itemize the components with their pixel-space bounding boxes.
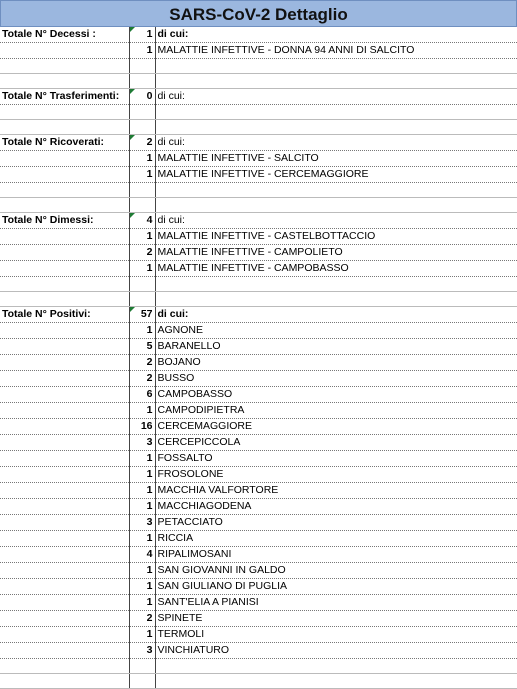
empty-cell[interactable] — [0, 563, 129, 579]
item-name[interactable]: RICCIA — [155, 531, 517, 547]
item-name[interactable]: MALATTIE INFETTIVE - SALCITO — [155, 151, 517, 167]
empty-cell[interactable] — [129, 105, 155, 120]
detail-table — [0, 27, 517, 689]
item-name[interactable]: BOJANO — [155, 355, 517, 371]
table-row — [0, 419, 517, 435]
blank-row — [0, 183, 517, 198]
empty-cell[interactable] — [0, 435, 129, 451]
section-header-row — [0, 213, 517, 229]
empty-cell[interactable] — [155, 105, 517, 120]
item-count[interactable]: 3 — [129, 515, 155, 531]
empty-cell[interactable] — [0, 483, 129, 499]
empty-cell[interactable] — [0, 419, 129, 435]
empty-cell[interactable] — [0, 467, 129, 483]
empty-cell[interactable] — [0, 120, 129, 135]
table-row — [0, 371, 517, 387]
item-name[interactable]: MALATTIE INFETTIVE - CERCEMAGGIORE — [155, 167, 517, 183]
item-name[interactable]: VINCHIATURO — [155, 643, 517, 659]
item-name[interactable]: CERCEMAGGIORE — [155, 419, 517, 435]
empty-cell[interactable] — [0, 229, 129, 245]
table-row — [0, 229, 517, 245]
item-count[interactable]: 4 — [129, 547, 155, 563]
empty-cell[interactable] — [0, 277, 129, 292]
empty-cell[interactable] — [155, 292, 517, 307]
empty-cell[interactable] — [129, 74, 155, 89]
section-total[interactable]: 4 — [129, 213, 155, 229]
empty-cell[interactable] — [155, 674, 517, 689]
of-which-label[interactable]: di cui: — [155, 89, 517, 105]
section-header-row — [0, 27, 517, 43]
item-count[interactable]: 2 — [129, 371, 155, 387]
item-name[interactable]: SPINETE — [155, 611, 517, 627]
item-count[interactable]: 1 — [129, 43, 155, 59]
item-count[interactable]: 3 — [129, 435, 155, 451]
section-label[interactable]: Totale N° Ricoverati: — [0, 135, 129, 151]
table-row — [0, 467, 517, 483]
empty-cell[interactable] — [0, 595, 129, 611]
of-which-label[interactable]: di cui: — [155, 213, 517, 229]
empty-cell[interactable] — [129, 198, 155, 213]
table-row — [0, 245, 517, 261]
item-name[interactable]: MALATTIE INFETTIVE - CAMPOBASSO — [155, 261, 517, 277]
empty-cell[interactable] — [155, 183, 517, 198]
blank-row — [0, 198, 517, 213]
empty-cell[interactable] — [0, 547, 129, 563]
item-count[interactable]: 1 — [129, 499, 155, 515]
empty-cell[interactable] — [0, 531, 129, 547]
table-row — [0, 261, 517, 277]
item-name[interactable]: PETACCIATO — [155, 515, 517, 531]
of-which-label[interactable]: di cui: — [155, 27, 517, 43]
section-label[interactable]: Totale N° Decessi : — [0, 27, 129, 43]
empty-cell[interactable] — [155, 198, 517, 213]
of-which-label[interactable]: di cui: — [155, 307, 517, 323]
table-row — [0, 563, 517, 579]
table-row — [0, 403, 517, 419]
section-total[interactable]: 57 — [129, 307, 155, 323]
section-label[interactable]: Totale N° Dimessi: — [0, 213, 129, 229]
item-name[interactable]: TERMOLI — [155, 627, 517, 643]
item-count[interactable]: 1 — [129, 167, 155, 183]
item-count[interactable]: 1 — [129, 627, 155, 643]
item-count[interactable]: 1 — [129, 483, 155, 499]
empty-cell[interactable] — [129, 292, 155, 307]
item-name[interactable]: FROSOLONE — [155, 467, 517, 483]
empty-cell[interactable] — [0, 579, 129, 595]
item-name[interactable]: BARANELLO — [155, 339, 517, 355]
item-name[interactable]: CAMPODIPIETRA — [155, 403, 517, 419]
table-row — [0, 499, 517, 515]
item-name[interactable]: MALATTIE INFETTIVE - CAMPOLIETO — [155, 245, 517, 261]
table-row — [0, 355, 517, 371]
item-name[interactable]: FOSSALTO — [155, 451, 517, 467]
empty-cell[interactable] — [129, 659, 155, 674]
error-indicator-icon — [130, 89, 135, 94]
table-row — [0, 451, 517, 467]
table-row — [0, 483, 517, 499]
empty-cell[interactable] — [0, 643, 129, 659]
empty-cell[interactable] — [155, 120, 517, 135]
empty-cell[interactable] — [129, 120, 155, 135]
item-count[interactable]: 1 — [129, 563, 155, 579]
blank-row — [0, 292, 517, 307]
empty-cell[interactable] — [0, 198, 129, 213]
item-name[interactable]: CAMPOBASSO — [155, 387, 517, 403]
of-which-label[interactable]: di cui: — [155, 135, 517, 151]
empty-cell[interactable] — [0, 659, 129, 674]
section-total[interactable]: 0 — [129, 89, 155, 105]
blank-row — [0, 120, 517, 135]
empty-cell[interactable] — [0, 183, 129, 198]
item-name[interactable]: MACCHIA VALFORTORE — [155, 483, 517, 499]
empty-cell[interactable] — [0, 387, 129, 403]
blank-row — [0, 277, 517, 292]
table-row — [0, 547, 517, 563]
empty-cell[interactable] — [0, 611, 129, 627]
empty-cell[interactable] — [155, 659, 517, 674]
item-name[interactable]: RIPALIMOSANI — [155, 547, 517, 563]
empty-cell[interactable] — [0, 339, 129, 355]
item-name[interactable]: SANT'ELIA A PIANISI — [155, 595, 517, 611]
item-name[interactable]: SAN GIOVANNI IN GALDO — [155, 563, 517, 579]
empty-cell[interactable] — [0, 371, 129, 387]
table-row — [0, 595, 517, 611]
section-total[interactable]: 2 — [129, 135, 155, 151]
item-count[interactable]: 2 — [129, 245, 155, 261]
error-indicator-icon — [130, 135, 135, 140]
table-row — [0, 643, 517, 659]
empty-cell[interactable] — [0, 403, 129, 419]
item-name[interactable]: MALATTIE INFETTIVE - CASTELBOTTACCIO — [155, 229, 517, 245]
empty-cell[interactable] — [0, 151, 129, 167]
empty-cell[interactable] — [0, 261, 129, 277]
item-count[interactable]: 1 — [129, 403, 155, 419]
error-indicator-icon — [130, 213, 135, 218]
blank-row — [0, 59, 517, 74]
sheet-title: SARS-CoV-2 Dettaglio — [0, 0, 517, 27]
table-row — [0, 531, 517, 547]
item-count[interactable]: 1 — [129, 261, 155, 277]
blank-row — [0, 674, 517, 689]
item-count[interactable]: 16 — [129, 419, 155, 435]
empty-cell[interactable] — [129, 674, 155, 689]
empty-cell[interactable] — [0, 451, 129, 467]
empty-cell[interactable] — [0, 59, 129, 74]
table-row — [0, 387, 517, 403]
table-row — [0, 151, 517, 167]
table-row — [0, 323, 517, 339]
item-name[interactable]: CERCEPICCOLA — [155, 435, 517, 451]
table-row — [0, 339, 517, 355]
empty-cell[interactable] — [129, 59, 155, 74]
table-row — [0, 435, 517, 451]
item-name[interactable]: BUSSO — [155, 371, 517, 387]
section-header-row — [0, 307, 517, 323]
blank-row — [0, 659, 517, 674]
table-row — [0, 611, 517, 627]
empty-cell[interactable] — [155, 59, 517, 74]
empty-cell[interactable] — [0, 245, 129, 261]
table-row — [0, 627, 517, 643]
empty-cell[interactable] — [0, 515, 129, 531]
empty-cell[interactable] — [129, 183, 155, 198]
table-row — [0, 43, 517, 59]
table-row — [0, 515, 517, 531]
table-row — [0, 167, 517, 183]
item-count[interactable]: 1 — [129, 579, 155, 595]
table-row — [0, 579, 517, 595]
item-count[interactable]: 2 — [129, 611, 155, 627]
item-name[interactable]: MALATTIE INFETTIVE - DONNA 94 ANNI DI SALCITO — [155, 43, 517, 59]
error-indicator-icon — [130, 27, 135, 32]
detail-table-body — [0, 27, 517, 689]
section-header-row — [0, 89, 517, 105]
item-count[interactable]: 1 — [129, 467, 155, 483]
section-total[interactable]: 1 — [129, 27, 155, 43]
empty-cell[interactable] — [0, 292, 129, 307]
empty-cell[interactable] — [0, 167, 129, 183]
item-count[interactable]: 6 — [129, 387, 155, 403]
blank-row — [0, 74, 517, 89]
item-count[interactable]: 1 — [129, 451, 155, 467]
error-indicator-icon — [130, 307, 135, 312]
empty-cell[interactable] — [0, 499, 129, 515]
item-count[interactable]: 5 — [129, 339, 155, 355]
empty-cell[interactable] — [155, 277, 517, 292]
item-count[interactable]: 1 — [129, 229, 155, 245]
item-count[interactable]: 2 — [129, 355, 155, 371]
item-count[interactable]: 1 — [129, 323, 155, 339]
empty-cell[interactable] — [0, 74, 129, 89]
empty-cell[interactable] — [0, 43, 129, 59]
item-count[interactable]: 1 — [129, 151, 155, 167]
item-count[interactable]: 1 — [129, 531, 155, 547]
empty-cell[interactable] — [0, 323, 129, 339]
empty-cell[interactable] — [0, 355, 129, 371]
item-name[interactable]: AGNONE — [155, 323, 517, 339]
empty-cell[interactable] — [0, 674, 129, 689]
empty-cell[interactable] — [129, 277, 155, 292]
item-name[interactable]: MACCHIAGODENA — [155, 499, 517, 515]
empty-cell[interactable] — [0, 627, 129, 643]
item-count[interactable]: 1 — [129, 595, 155, 611]
section-label[interactable]: Totale N° Trasferimenti: — [0, 89, 129, 105]
empty-cell[interactable] — [0, 105, 129, 120]
item-name[interactable]: SAN GIULIANO DI PUGLIA — [155, 579, 517, 595]
empty-cell[interactable] — [155, 74, 517, 89]
section-header-row — [0, 135, 517, 151]
section-label[interactable]: Totale N° Positivi: — [0, 307, 129, 323]
item-count[interactable]: 3 — [129, 643, 155, 659]
blank-row — [0, 105, 517, 120]
